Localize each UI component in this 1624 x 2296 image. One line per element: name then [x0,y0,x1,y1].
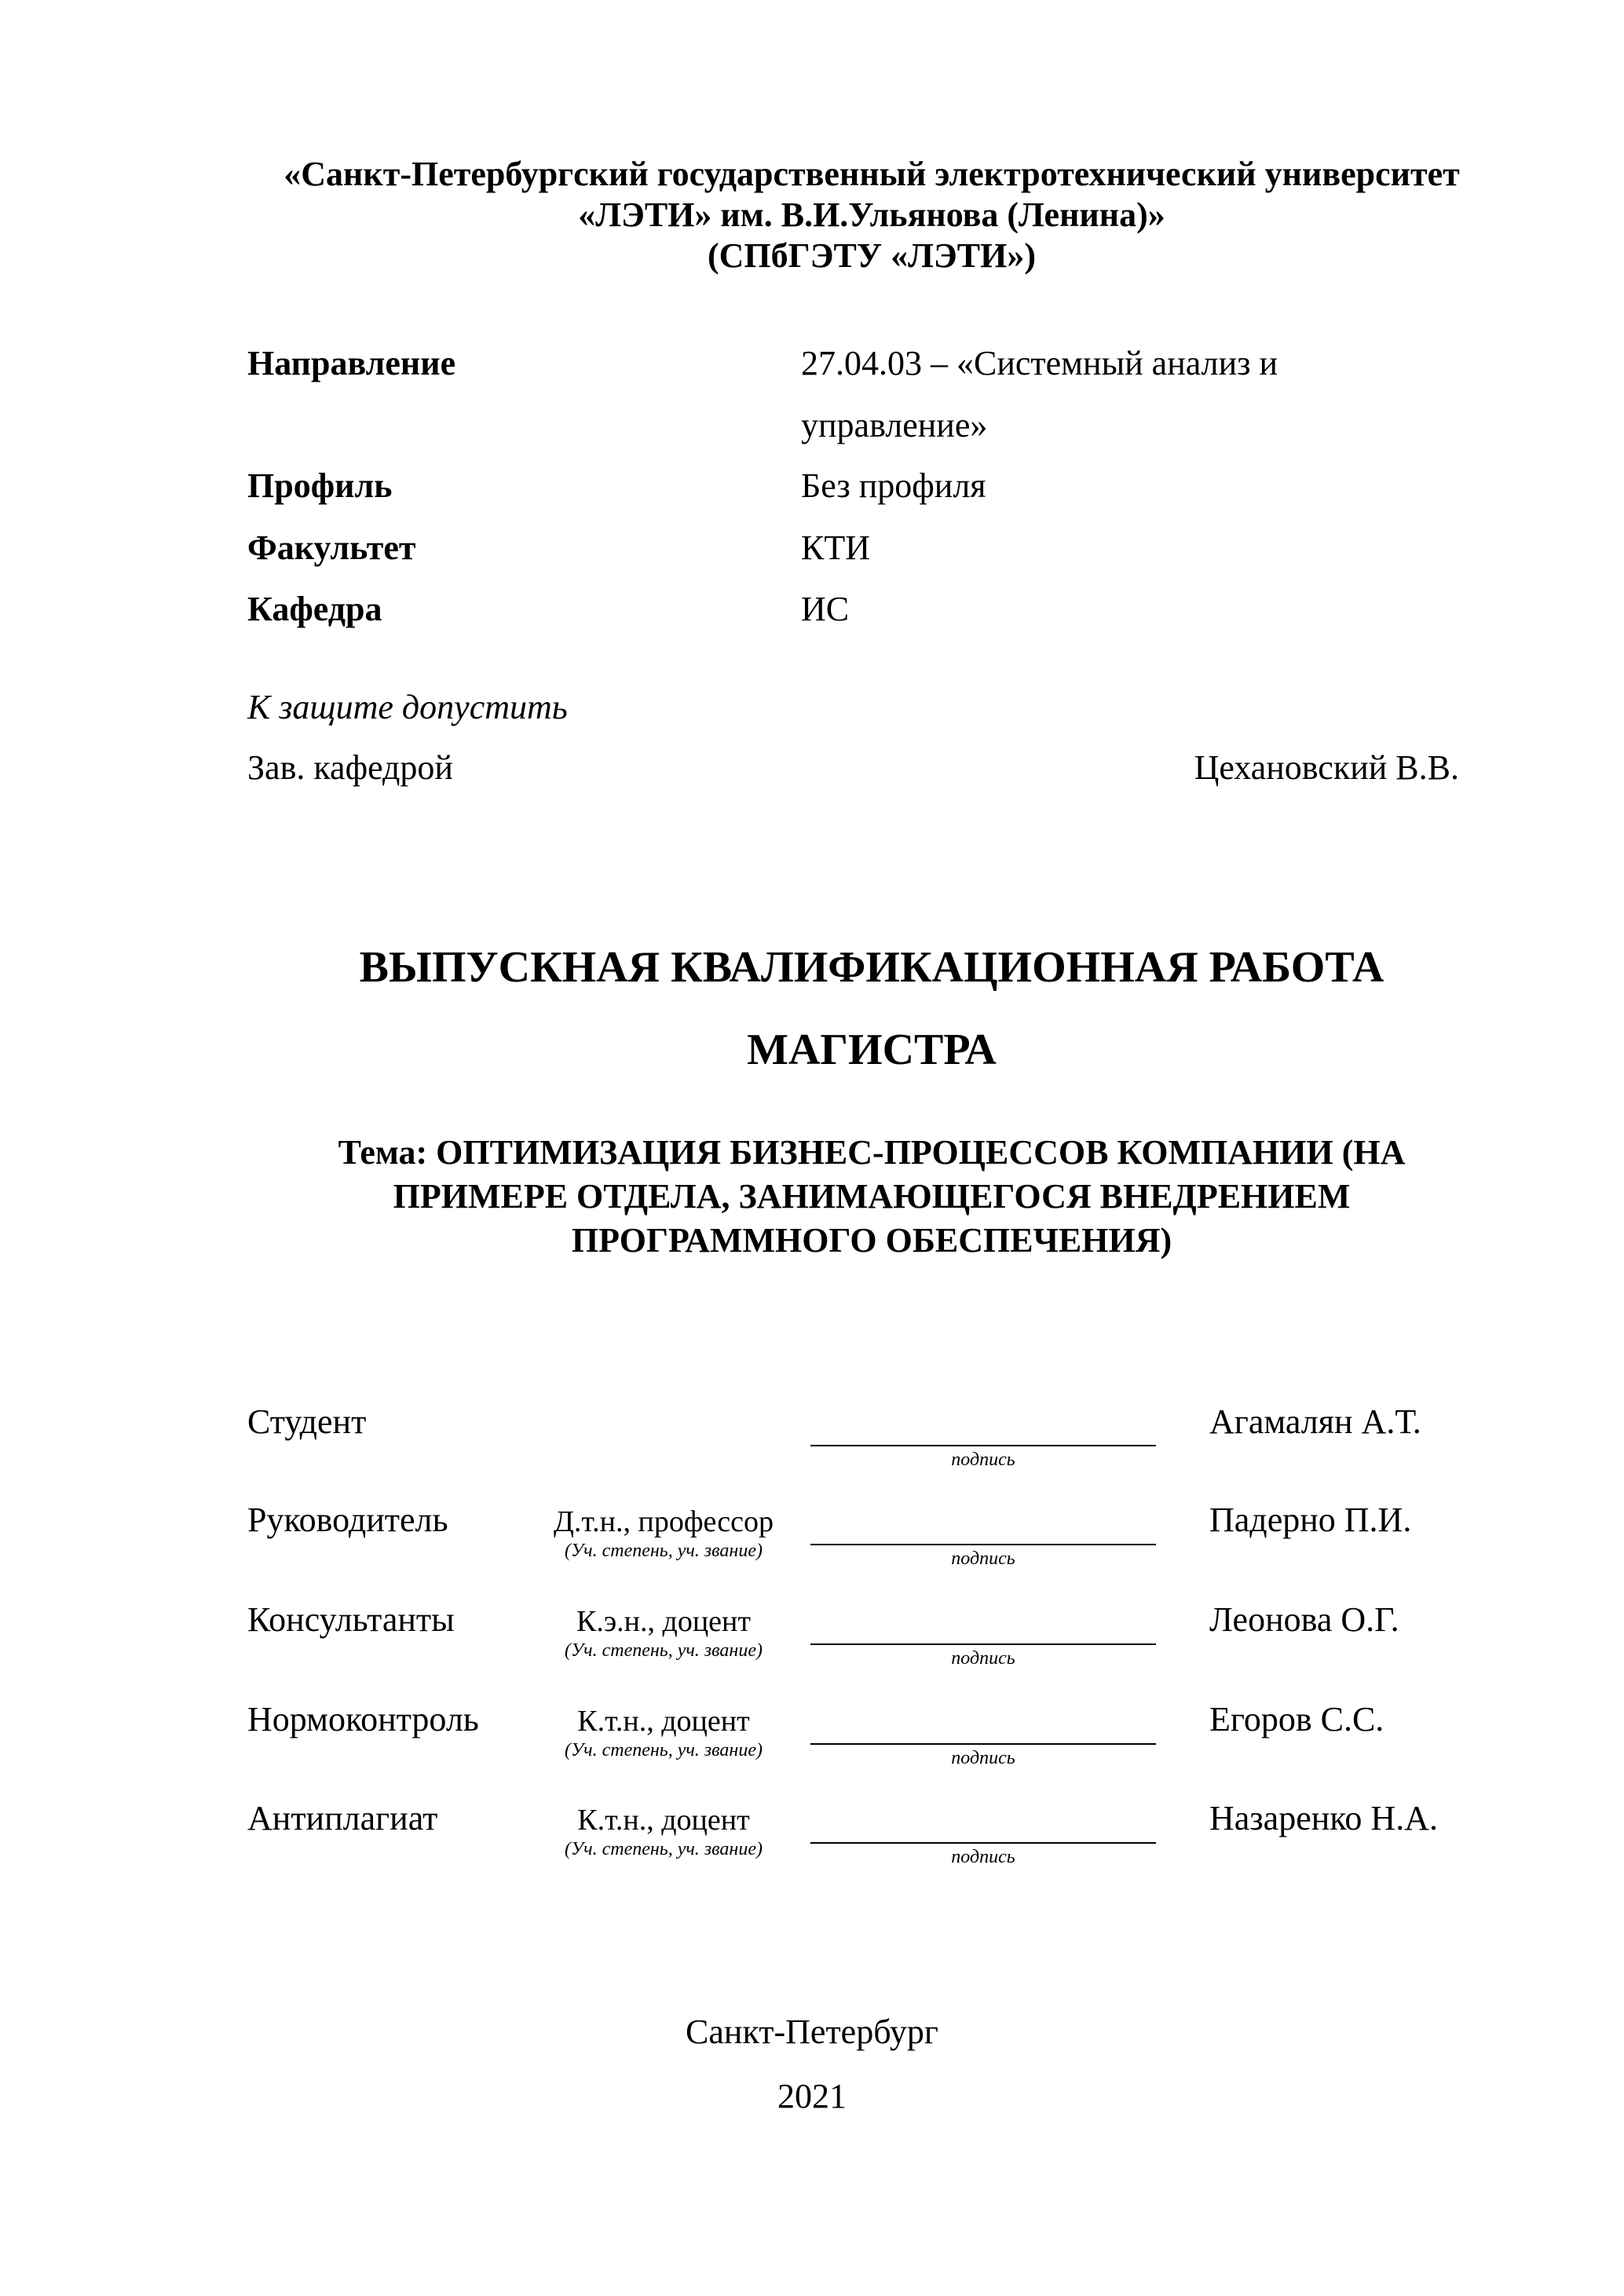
work-title-line1: ВЫПУСКНАЯ КВАЛИФИКАЦИОННАЯ РАБОТА [359,943,1384,992]
signature-role: Антиплагиат [247,1799,438,1837]
thesis-topic-line2: ПРИМЕРЕ ОТДЕЛА, ЗАНИМАЮЩЕГОСЯ ВНЕДРЕНИЕМ [393,1177,1351,1216]
academic-degree: К.т.н., доцент [577,1705,750,1738]
department-head-name: Цехановский В.В. [1194,748,1459,787]
signature-name: Агамалян А.Т. [1209,1402,1421,1441]
degree-caption: (Уч. степень, уч. звание) [565,1839,763,1859]
thesis-topic-line3: ПРОГРАММНОГО ОБЕСПЕЧЕНИЯ) [571,1221,1172,1260]
signature-name: Егоров С.С. [1209,1700,1384,1738]
signature-caption: подпись [951,1450,1015,1470]
university-name-line1: «Санкт-Петербургский государственный электротехнический университет [283,155,1460,193]
signature-name: Падерно П.И. [1209,1501,1412,1539]
degree-caption: (Уч. степень, уч. звание) [565,1740,763,1760]
faculty-value: КТИ [801,528,870,567]
academic-degree: Д.т.н., профессор [553,1505,774,1538]
year: 2021 [777,2077,847,2115]
faculty-label: Факультет [247,528,416,567]
signature-role: Консультанты [247,1600,455,1639]
department-label: Кафедра [247,590,382,628]
city: Санкт-Петербург [686,2013,938,2051]
signature-line [810,1743,1156,1745]
department-head-label: Зав. кафедрой [247,748,453,787]
signature-name: Назаренко Н.А. [1209,1799,1438,1837]
signature-role: Нормоконтроль [247,1700,479,1738]
signature-caption: подпись [951,1847,1015,1867]
university-name-line2: «ЛЭТИ» им. В.И.Ульянова (Ленина)» [578,196,1165,234]
signature-name: Леонова О.Г. [1209,1600,1399,1639]
signature-line [810,1643,1156,1645]
thesis-topic-line1: Тема: ОПТИМИЗАЦИЯ БИЗНЕС-ПРОЦЕССОВ КОМПАНИИ (НА [338,1133,1406,1172]
signature-line [810,1842,1156,1844]
academic-degree: К.э.н., доцент [576,1605,751,1638]
signature-role: Студент [247,1402,367,1441]
degree-caption: (Уч. степень, уч. звание) [565,1541,763,1561]
signature-role: Руководитель [247,1501,448,1539]
signature-caption: подпись [951,1748,1015,1768]
academic-degree: К.т.н., доцент [577,1804,750,1837]
profile-label: Профиль [247,466,393,505]
work-title [236,927,1508,1091]
thesis-topic [236,1131,1508,1263]
university-header [236,154,1508,276]
university-abbreviation: (СПбГЭТУ «ЛЭТИ») [708,236,1036,275]
signature-caption: подпись [951,1548,1015,1569]
signature-line [810,1445,1156,1446]
department-value: ИС [801,590,850,628]
direction-value-line1: 27.04.03 – «Системный анализ и [801,344,1278,382]
signature-caption: подпись [951,1648,1015,1669]
work-title-line2: МАГИСТРА [747,1026,997,1074]
direction-value-line2: управление» [801,406,988,444]
degree-caption: (Уч. степень, уч. звание) [565,1640,763,1661]
signature-line [810,1544,1156,1545]
profile-value: Без профиля [801,466,986,505]
direction-label: Направление [247,344,456,382]
admission-note: К защите допустить [247,688,568,726]
